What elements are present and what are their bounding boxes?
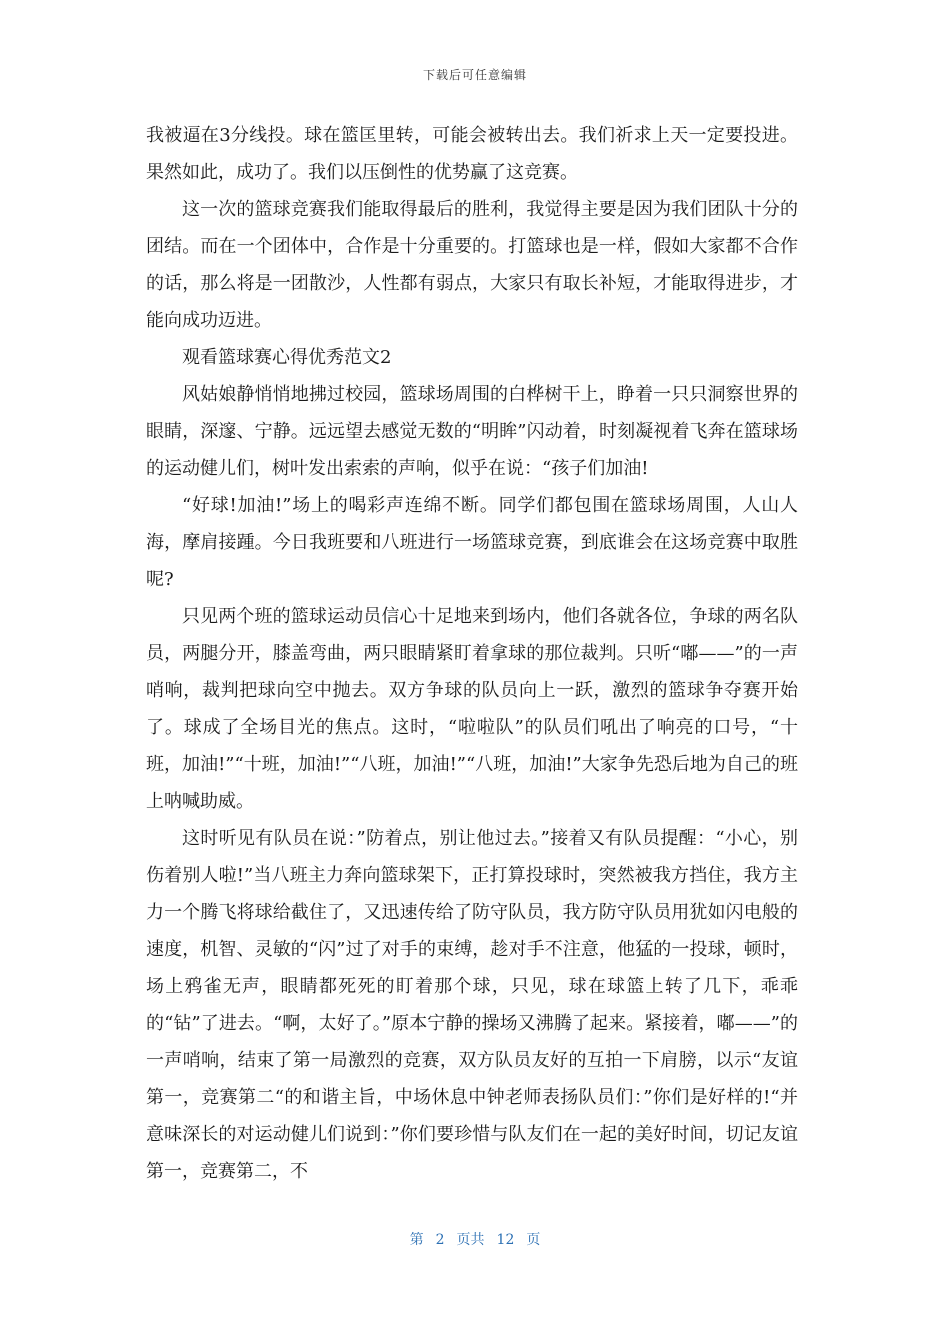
footer-suffix: 页 — [526, 1232, 541, 1248]
footer-middle: 页共 — [456, 1232, 485, 1248]
paragraph: 这时听见有队员在说：”防着点，别让他过去。”接着又有队员提醒：“小心，别伤着别人啦!”当八班主力奔向篮球架下，正打算投球时，突然被我方挡住，我方主力一个腾飞将球给截住了，又迅速传给了防守队员，我方防守队员用犹如闪电般的速度，机智、灵敏的“闪”过了对手的束缚，趁对手不注意，他猛的一投球，顿时，场上鸦雀无声，眼睛都死死的盯着那个球，只见，球在球篮上转了几下，乖乖的“钻”了进去。“啊，太好了。”原本宁静的操场又沸腾了起来。紧接着，嘟——”的一声哨响，结束了第一局激烈的竞赛，双方队员友好的互拍一下肩膀，以示“友谊第一，竞赛第二“的和谐主旨，中场休息中钟老师表扬队员们：”你们是好样的!“并意味深长的对运动健儿们说到：”你们要珍惜与队友们在一起的美好时间，切记友谊第一，竞赛第二，不 — [146, 828, 798, 1182]
paragraph: 这一次的篮球竞赛我们能取得最后的胜利，我觉得主要是因为我们团队十分的团结。而在一个团体中，合作是十分重要的。打篮球也是一样，假如大家都不合作的话，那么将是一团散沙，人性都有弱点，大家只有取长补短，才能取得进步，才能向成功迈进。 — [146, 199, 798, 331]
paragraph: 只见两个班的篮球运动员信心十足地来到场内，他们各就各位，争球的两名队员，两腿分开，膝盖弯曲，两只眼睛紧盯着拿球的那位裁判。只听“嘟——”的一声哨响，裁判把球向空中抛去。双方争球的队员向上一跃，激烈的篮球争夺赛开始了。球成了全场目光的焦点。这时，“啦啦队”的队员们吼出了响亮的口号，“十班，加油!”“十班，加油!”“八班，加油!”“八班，加油!”大家争先恐后地为自己的班上呐喊助威。 — [146, 606, 798, 812]
page-footer — [0, 1229, 950, 1249]
footer-prefix: 第 — [409, 1232, 424, 1248]
paragraph: 我被逼在3分线投。球在篮匡里转，可能会被转出去。我们祈求上天一定要投进。果然如此，成功了。我们以压倒性的优势赢了这竞赛。 — [146, 125, 798, 183]
body-text — [146, 117, 798, 1190]
paragraph: 风姑娘静悄悄地拂过校园，篮球场周围的白桦树干上，睁着一只只洞察世界的眼睛，深邃、宁静。远远望去感觉无数的“明眸”闪动着，时刻凝视着飞奔在篮球场的运动健儿们，树叶发出索索的声响，似乎在说：“孩子们加油! — [146, 384, 798, 479]
section-heading: 观看篮球赛心得优秀范文2 — [182, 347, 392, 368]
total-pages: 12 — [496, 1232, 515, 1248]
paragraph: “好球!加油!”场上的喝彩声连绵不断。同学们都包围在篮球场周围，人山人海，摩肩接踵。今日我班要和八班进行一场篮球竞赛，到底谁会在这场竞赛中取胜呢? — [146, 495, 798, 590]
page-header: 下载后可任意编辑 — [422, 68, 527, 82]
page-number: 2 — [435, 1232, 445, 1248]
